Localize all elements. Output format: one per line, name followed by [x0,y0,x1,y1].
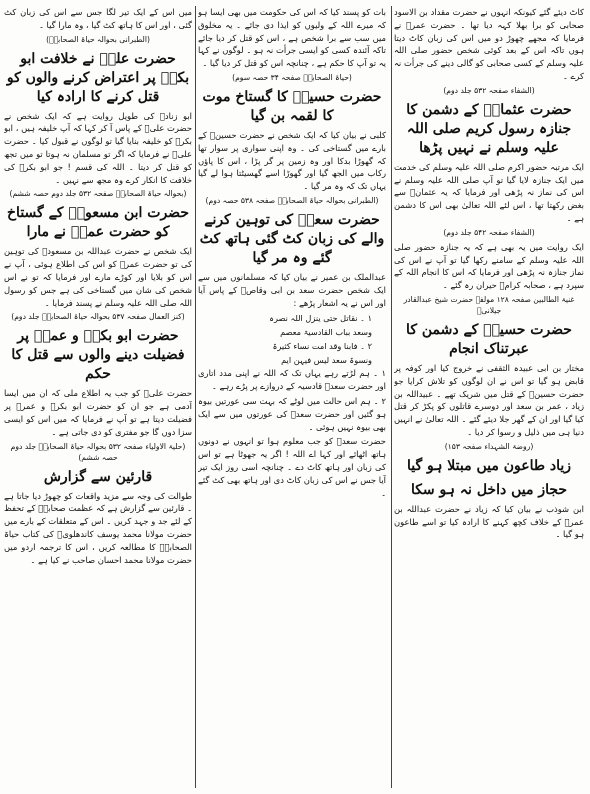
paragraph: طوالت کی وجہ سے مزید واقعات کو چھوڑ دیا جاتا ہے ۔ قارئین سے گزارش ہے کہ عظمت صحابہؓ کے تحفظ کے لئے جد و جہد کریں ۔ اس کے متعلقات کے بارے میں حضرت مولانا محمد یوسف کاندھلویؒ کی کتاب حیاۃ الصحابہؓ کا مطالعہ کریں ، اس کا ترجمہ اردو میں حضرت مولانا محمد احسان صاحب نے کیا ہے ۔ [4,490,192,565]
section-heading: قارئین سے گزارش [43,468,153,485]
citation: (الشفاء صفحہ ۵۴۲ جلد دوم) [443,227,535,237]
paragraph: ایک روایت میں یہ بھی ہے کہ یہ جنازہ حضور صلی اللہ علیہ وسلم کے سامنے رکھا گیا تو آپ نے اس کی نماز جنازہ نہ پڑھی اور فرمایا کہ اس کا انجام اللہ کے سپرد ہے ، صحابہ کرامؓ حیران رہ گئے ۔ [394,241,584,291]
section-heading: حجاز میں داخل نہ ہو سکا [410,481,568,498]
verse-line: وسعد بباب القادسیۃ معصم [280,327,372,338]
citation: (حیاۃ الصحابہؓ صفحہ ۳۴ حصہ سوم) [232,72,352,82]
paragraph: مختار بن ابی عبیدہ الثقفی نے خروج کیا اور کوفہ پر قابض ہو گیا تو اس نے ان لوگوں کو تلاش کرایا جو حضرت حسینؓ کے قتل میں شریک تھے ۔ عبیداللہ بن زیاد ، عمر بن سعد اور دوسرے قاتلوں کو پکڑ کر قتل کیا گیا اور ان کے گھر جلا دیئے گئے ۔ اللہ تعالیٰ نے انہیں دنیا ہی میں ذلیل و رسوا کر دیا ۔ [394,362,584,437]
paragraph: بات کو پسند کیا کہ اس کی حکومت میں بھی ایسا ہو کہ میرے اللہ کے ولیوں کو ایذا دی جائے ۔ یہ مخلوق میں سب سے برا شخص ہے ، اس کو قتل کر دیا جائے تاکہ آئندہ کسی کو ایسی جرأت نہ ہو ۔ لوگوں نے کہا یہ تو آپ کا حکم ہے ، چنانچہ اس کو قتل کر دیا گیا ۔ [198,7,386,69]
section-heading: زیاد طاعون میں مبتلا ہو گیا [406,457,572,474]
paragraph: ایک شخص نے حضرت عبداللہ بن مسعودؓ کی توہین کی تو حضرت عمرؓ کو اس کی اطلاع ہوئی ، آپ نے اس کو بلایا اور کوڑے مارے اور فرمایا کہ تو نے اس شخص کی شان میں گستاخی کی ہے جس کو رسول اللہ صلی اللہ علیہ وسلم نے پسند فرمایا ۔ [4,246,192,308]
verse-translation: ۲ ۔ ہم اس حالت میں لوٹے کہ بہت سی عورتیں بیوہ ہو گئیں اور حضرت سعدؓ کی عورتوں میں سے ایک بھی بیوہ نہیں ہوئی ۔ [198,395,386,432]
paragraph: حضرت سعدؓ کو جب معلوم ہوا تو انہوں نے دونوں ہاتھ اٹھائے اور کہا اے اللہ ! اگر یہ جھوٹا ہے تو اس کی زبان اور ہاتھ کاٹ دے ۔ چنانچہ اسی روز ایک تیر آیا جس نے اس کی زبان کاٹ دی اور ہاتھ بھی کٹ گئے ۔ [198,436,386,498]
section-heading: حضرت ابو بکرؓ و عمرؓ پر فضیلت دینے والوں سے قتل کا حکم [11,328,185,383]
citation: غنیۃ الطالبین صفحہ ۱۲۸ مولفہ حضرت شیخ عبدالقادر جیلانیؒ [403,294,575,315]
section-heading: حضرت حسینؓ کے دشمن کا عبرتناک انجام [406,321,572,357]
paragraph: ابن شوذب نے بیان کیا کہ زیاد نے حضرت عبداللہ بن عمرؓ کے خلاف کچھ کہنے کا ارادہ کیا تو اسے طاعون ہو گیا ۔ [394,503,584,540]
paragraph: عبدالملک بن عمیر نے بیان کیا کہ مسلمانوں میں سے ایک شخص حضرت سعد بن ابی وقاصؓ کے پاس آیا اور اس نے یہ اشعار پڑھے : [198,271,386,308]
middle-column [198,6,386,788]
verse-line: ۲ ۔ فابنا وقد امت نساء کثیرۃ [272,341,372,352]
paragraph: حضرت علیؓ کو جب یہ اطلاع ملی کہ ان میں ایسا آدمی ہے جو ان کو حضرت ابو بکرؓ و عمرؓ پر فضیلت دیتا ہے تو آپ نے فرمایا کہ میں اس کو ایسی سزا دوں گا جو مفتری کو دی جاتی ہے ۔ [4,388,192,437]
section-heading: حضرت عثمانؓ کے دشمن کا جنازہ رسول کریم صلی اللہ علیہ وسلم نے نہیں پڑھا [406,101,572,156]
citation: (الطبرانی بحوالہ حیاۃ الصحابہؓ) [46,34,150,44]
section-heading: حضرت سعدؓ کی توہین کرنے والے کی زبان کٹ گئی ہاتھ کٹ گئے وہ مر گیا [199,211,385,266]
paragraph: ایک مرتبہ حضور اکرم صلی اللہ علیہ وسلم کی خدمت میں ایک جنازہ لایا گیا تو آپ صلی اللہ علیہ وسلم نے اس کی نماز نہ پڑھی اور فرمایا کہ یہ عثمانؓ سے بغض رکھتا تھا ، اس لئے اللہ تعالیٰ بھی اس کا دشمن ہے ۔ [394,161,584,223]
verse-translation: ۱ ۔ ہم لڑتے رہے یہاں تک کہ اللہ نے اپنی مدد اتاری اور حضرت سعدؓ قادسیہ کے دروازے پر پڑے رہے ۔ [198,368,386,392]
section-heading: حضرت حسینؓ کا گستاخ موت کا لقمہ بن گیا [202,88,382,124]
citation: (الطبرانی بحوالہ حیاۃ الصحابہؓ صفحہ ۵۳۸ حصہ دوم) [205,195,379,205]
verse-line: ونسوۃ سعد لیس فیہن ایم [281,355,372,366]
citation: (حلیۃ الاولیاء صفحہ ۵۳۲ بحوالہ حیاۃ الصحابہؓ جلد دوم حصہ ششم) [10,441,186,462]
paragraph: کاٹ دیئے گئے کیونکہ انہوں نے حضرت مقداد بن الاسود صحابی کو برا بھلا کہہ دیا تھا ۔ حضرت عمرؓ نے فرمایا کہ مجھے چھوڑ دو میں اس کی زبان کاٹ دیتا ہوں تاکہ اس کے بعد کوئی شخص حضور صلی اللہ علیہ وسلم کے کسی صحابی کو گالی دینے کی جرأت نہ کرے ۔ [394,7,584,81]
citation: (بحوالہ حیاۃ الصحابہؓ صفحہ ۵۳۲ جلد دوم حصہ ششم) [9,189,187,199]
citation: (کنز العمال صفحہ ۵۳۷ بحوالہ حیاۃ الصحابہؓ جلد دوم) [11,312,185,322]
citation: (روضۃ الشہداء صفحہ ۱۵۳) [444,441,534,451]
paragraph: میں اس کے ایک تیر لگا جس سے اس کی زبان کٹ گئی ، اور اس کا ہاتھ کٹ گیا ، وہ مارا گیا ۔ [4,7,192,30]
paragraph: ابو زنادؓ کی طویل روایت ہے کہ ایک شخص نے حضرت علیؓ کے پاس آ کر کہا کہ آپ خلیفہ ہیں ، ابو بکرؓ کو خلیفہ بنایا گیا تو لوگوں نے قبول کیا ۔ حضرت علیؓ نے فرمایا کہ اگر تو مسلمان نہ ہوتا تو میں تجھ کو قتل کر دیتا ۔ اللہ کی قسم ! جو ابو بکرؓ کی خلافت کا انکار کرے وہ مجھ سے نہیں ۔ [4,110,192,185]
citation: (الشفاء صفحہ ۵۳۲ جلد دوم) [443,85,535,95]
right-column [394,6,584,788]
column-divider [391,6,392,788]
left-column [4,6,192,788]
section-heading: حضرت علیؓ نے خلافت ابو بکرؓ پر اعتراض کرنے والوں کو قتل کرنے کا ارادہ کیا [6,50,190,105]
column-divider [195,6,196,788]
paragraph: کلبی نے بیان کیا کہ ایک شخص نے حضرت حسینؓ کے بارے میں گستاخی کی ۔ وہ اپنی سواری پر سوار تھا کہ گھوڑا بدکا اور وہ زمین پر گر پڑا ، اس کا پاؤں رکاب میں الجھ گیا اور گھوڑا اسے گھسیٹتا ہوا لے گیا یہاں تک کہ وہ مر گیا ۔ [198,129,386,192]
section-heading: حضرت ابن مسعودؓ کے گستاخ کو حضرت عمرؓ نے مارا [7,205,189,241]
verse-line: ۱ ۔ نقاتل حتی ینزل اللہ نصرہ [269,313,372,324]
